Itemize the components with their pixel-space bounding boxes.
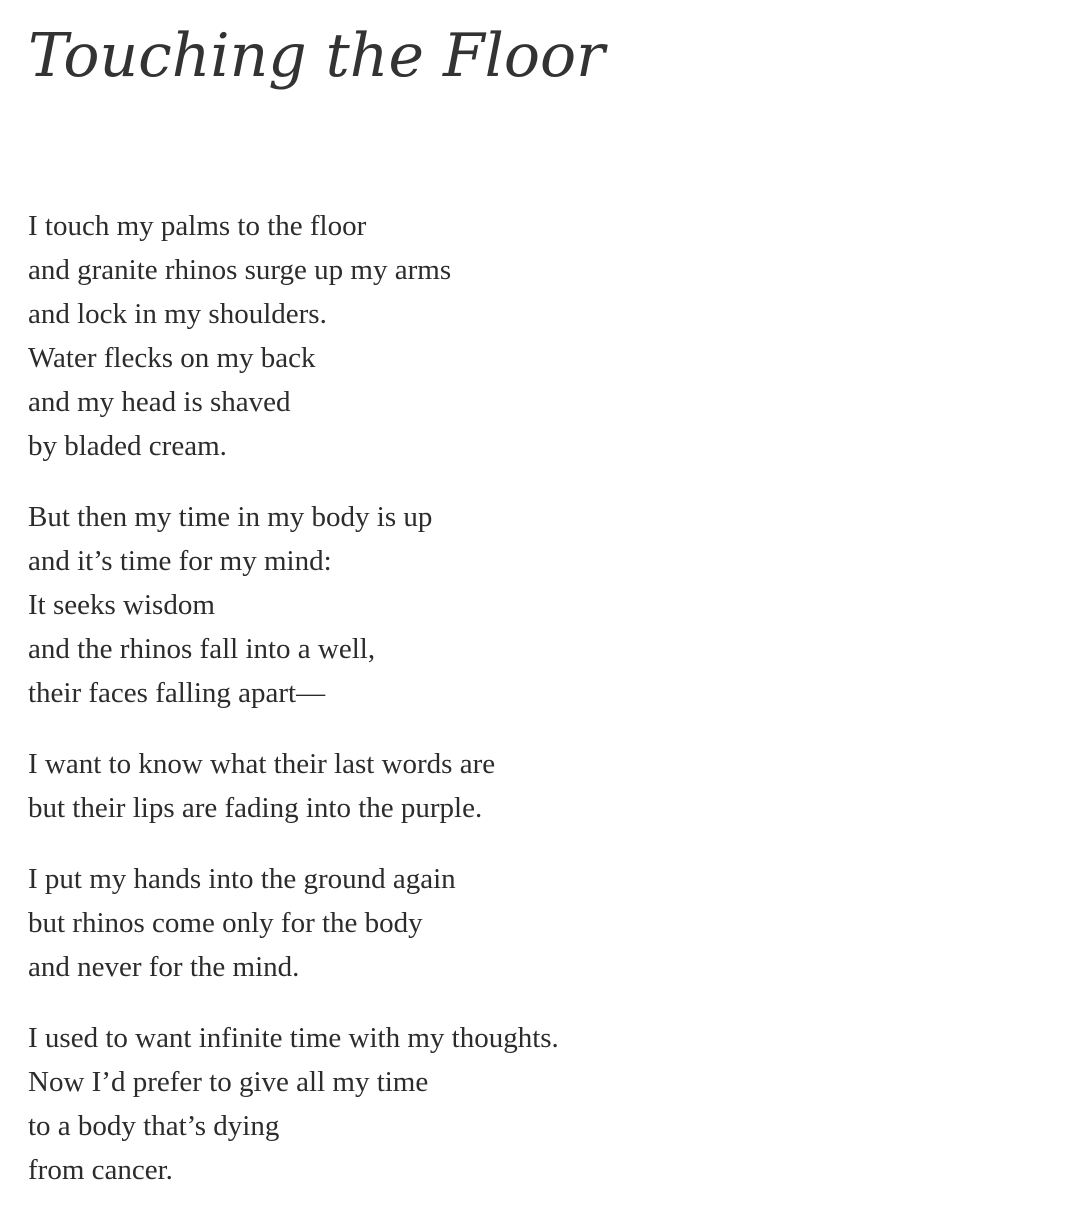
poem-line: Water flecks on my back bbox=[28, 342, 316, 374]
stanza-3 bbox=[28, 742, 1028, 830]
poem-line: But then my time in my body is up bbox=[28, 501, 433, 533]
poem-line: and it’s time for my mind: bbox=[28, 545, 332, 577]
poem-line: Now I’d prefer to give all my time bbox=[28, 1066, 429, 1098]
stanza-2 bbox=[28, 495, 1028, 715]
poem-line: I want to know what their last words are bbox=[28, 748, 496, 780]
poem-title: Touching the Floor bbox=[28, 21, 605, 91]
poem-line: and the rhinos fall into a well, bbox=[28, 633, 376, 665]
poem-line: to a body that’s dying bbox=[28, 1110, 280, 1142]
poem-line: and my head is shaved bbox=[28, 386, 291, 418]
poem-body bbox=[28, 204, 1028, 1219]
poem-line: and lock in my shoulders. bbox=[28, 298, 327, 330]
poem-line: and granite rhinos surge up my arms bbox=[28, 254, 452, 286]
poem-line: their faces falling apart— bbox=[28, 677, 326, 709]
poem-line: I used to want infinite time with my thoughts. bbox=[28, 1022, 559, 1054]
poem-line: from cancer. bbox=[28, 1154, 173, 1186]
poem-line: I put my hands into the ground again bbox=[28, 863, 456, 895]
poem-line: but their lips are fading into the purple. bbox=[28, 792, 483, 824]
stanza-5 bbox=[28, 1016, 1028, 1192]
poem-line: I touch my palms to the floor bbox=[28, 210, 367, 242]
poem-line: and never for the mind. bbox=[28, 951, 300, 983]
poem-line: but rhinos come only for the body bbox=[28, 907, 423, 939]
poem-line: by bladed cream. bbox=[28, 430, 227, 462]
poem-line: It seeks wisdom bbox=[28, 589, 215, 621]
stanza-1 bbox=[28, 204, 1028, 468]
stanza-4 bbox=[28, 857, 1028, 989]
